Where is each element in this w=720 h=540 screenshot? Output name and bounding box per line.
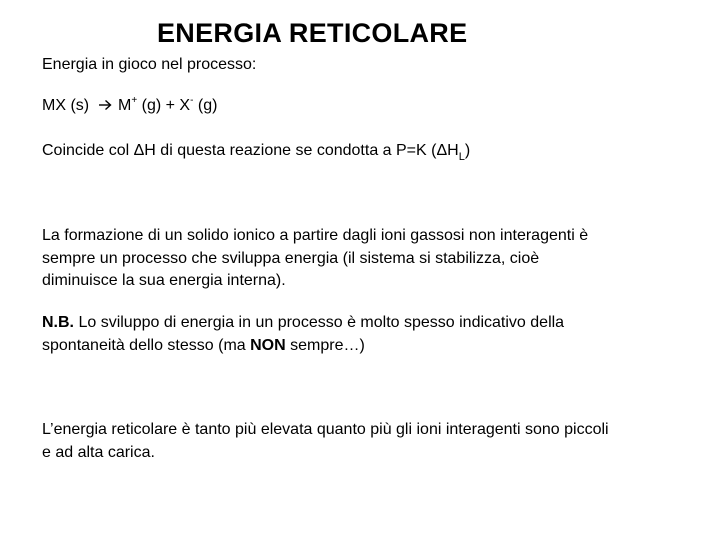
reaction-equation [42,95,217,117]
paragraph-line: La formazione di un solido ionico a partire dagli ioni gassosi non interagenti è [42,227,589,244]
anion-charge: - [190,94,194,106]
nb-label: N.B. [42,314,74,331]
right-arrow-icon [98,95,112,117]
reactant: MX (s) [42,97,90,114]
lattice-energy-paragraph [42,419,702,464]
intro-text: Energia in gioco nel processo: [42,56,257,73]
nb-bold-non: NON [250,336,286,354]
cation: M [118,97,132,114]
paragraph-line: e ad alta carica. [42,443,155,461]
cation-charge: + [131,94,138,106]
enthalpy-note [42,140,470,162]
paragraph-line: diminuisce la sua energia interna). [42,272,286,289]
slide-title: ENERGIA RETICOLARE [157,18,468,48]
paragraph-line: sempre un processo che sviluppa energia (il sistema si stabilizza, cioè [42,249,540,267]
reaction-end: (g) [197,97,218,114]
enthalpy-note-close: ) [464,142,471,159]
enthalpy-note-text: Coincide col ΔH di questa reazione se condotta a P=K (ΔH [42,142,459,159]
nb-text: Lo sviluppo di energia in un processo è molto spesso indicativo della [74,314,565,331]
enthalpy-subscript: L [458,151,465,164]
nb-paragraph [42,312,702,357]
paragraph-line: L’energia reticolare è tanto più elevata quanto più gli ioni interagenti sono piccoli [42,421,609,438]
paragraph-line [42,312,702,335]
nb-text: spontaneità dello stesso (ma [42,336,251,354]
reaction-middle: (g) + X [141,97,191,114]
paragraph-line [42,335,702,358]
ionic-solid-paragraph [42,225,702,293]
nb-text: sempre…) [285,336,365,354]
